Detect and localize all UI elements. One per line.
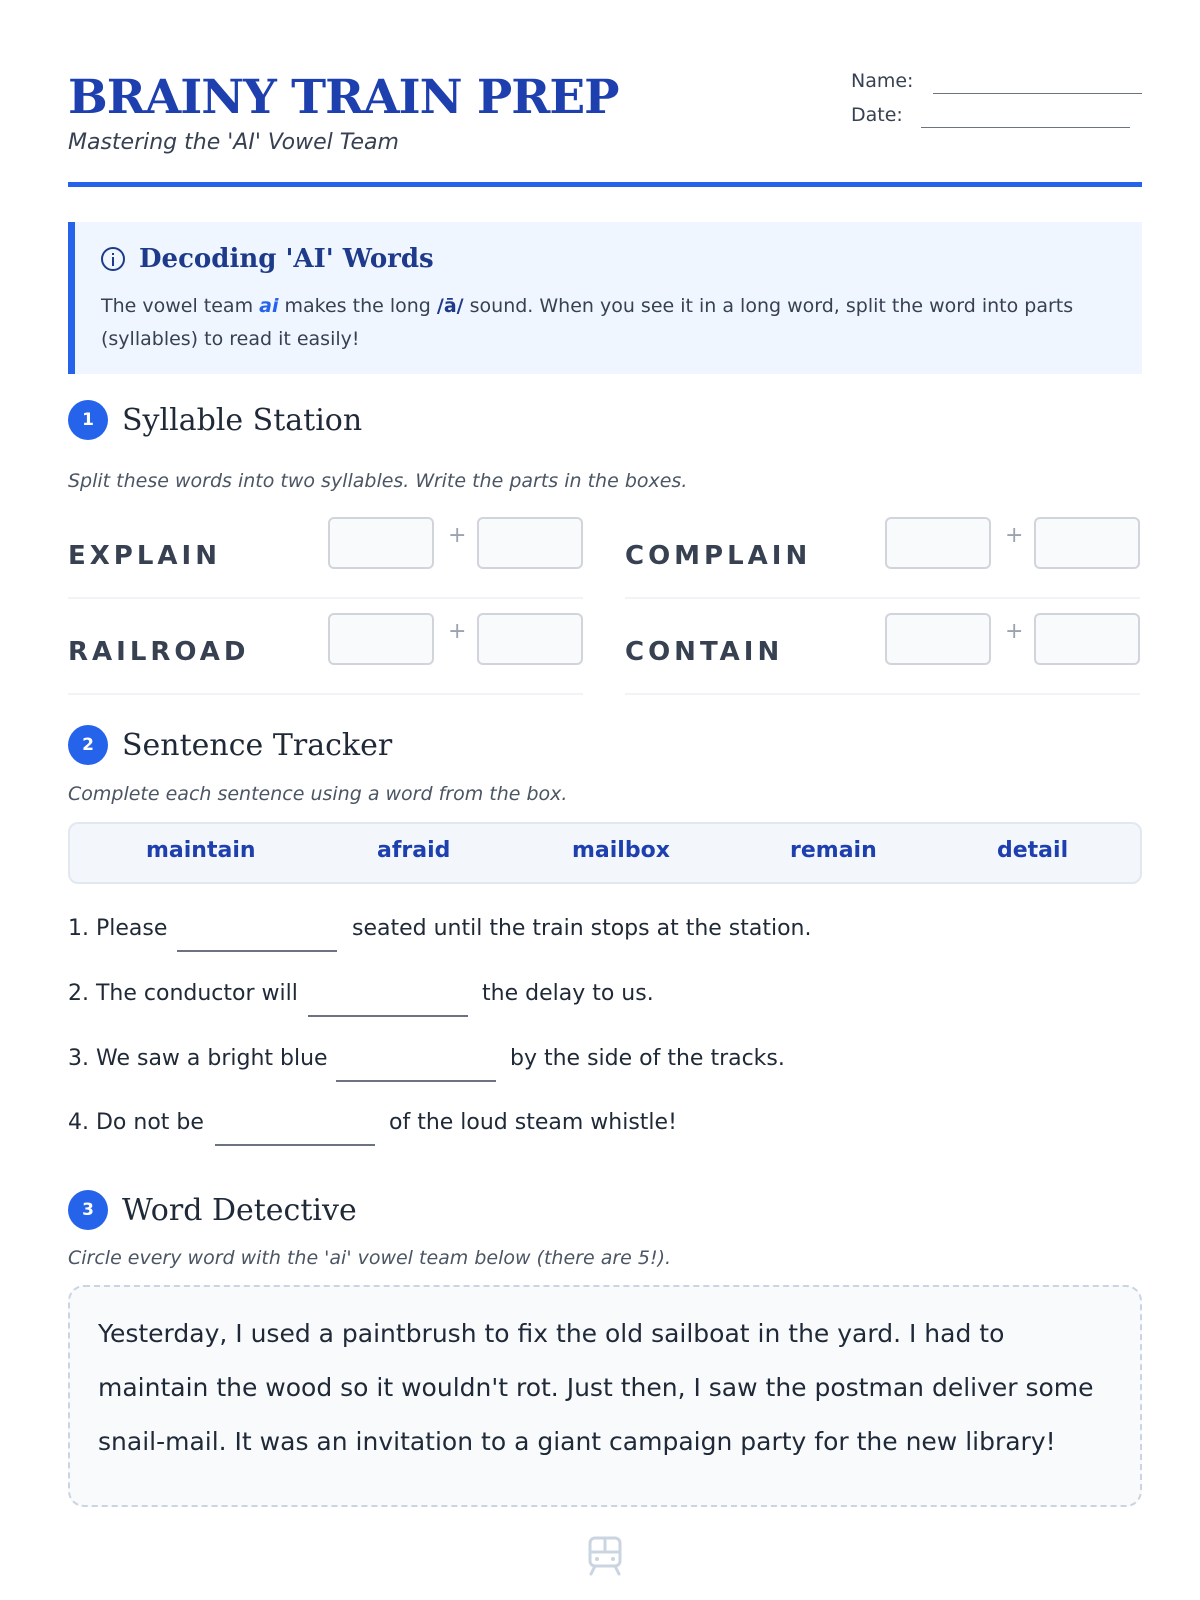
worksheet-page xyxy=(68,0,1142,1600)
syllable-box-first[interactable] xyxy=(885,517,991,569)
section-instructions: Split these words into two syllables. Write the parts in the boxes. xyxy=(68,470,688,492)
syllable-box-first[interactable] xyxy=(885,613,991,665)
section-1-header xyxy=(68,400,362,440)
section-title: Word Detective xyxy=(122,1192,357,1228)
syllable-word: RAILROAD xyxy=(68,637,250,667)
section-number-badge: 3 xyxy=(68,1190,108,1230)
name-label: Name: xyxy=(851,70,914,92)
syllable-box-second[interactable] xyxy=(477,517,583,569)
section-3-header xyxy=(68,1190,357,1230)
sentence-start: 3. We saw a bright blue xyxy=(68,1046,328,1071)
section-number-badge: 2 xyxy=(68,725,108,765)
sentence-item xyxy=(68,1046,1142,1086)
ai-highlight: ai xyxy=(259,295,279,317)
syllable-box-second[interactable] xyxy=(1034,517,1140,569)
name-field[interactable] xyxy=(933,93,1142,94)
section-number-badge: 1 xyxy=(68,400,108,440)
info-callout xyxy=(68,222,1142,374)
answer-blank[interactable] xyxy=(308,1015,468,1017)
info-title: Decoding 'AI' Words xyxy=(139,244,434,274)
plus-sign: + xyxy=(1005,619,1024,644)
syllable-word: CONTAIN xyxy=(625,637,784,667)
date-row xyxy=(851,104,1142,138)
syllable-row xyxy=(625,613,1140,695)
word-bank xyxy=(68,822,1142,884)
sentence-end: by the side of the tracks. xyxy=(510,1046,785,1071)
answer-blank[interactable] xyxy=(215,1144,375,1146)
info-icon xyxy=(101,247,125,271)
sentence-item xyxy=(68,916,1142,956)
syllable-box-first[interactable] xyxy=(328,613,434,665)
sentence-item xyxy=(68,1110,1142,1150)
sentence-item xyxy=(68,981,1142,1021)
worksheet-header xyxy=(68,70,1142,190)
sentence-end: the delay to us. xyxy=(482,981,654,1006)
word-bank-item: maintain xyxy=(146,838,256,863)
plus-sign: + xyxy=(448,523,467,548)
sentence-end: seated until the train stops at the station. xyxy=(352,916,812,941)
section-instructions: Circle every word with the 'ai' vowel team below (there are 5!). xyxy=(68,1247,672,1269)
word-bank-item: mailbox xyxy=(572,838,670,863)
sentence-start: 4. Do not be xyxy=(68,1110,204,1135)
answer-blank[interactable] xyxy=(177,950,337,952)
name-date-block xyxy=(851,70,1142,138)
sentence-start: 2. The conductor will xyxy=(68,981,298,1006)
section-title: Syllable Station xyxy=(122,402,363,438)
info-header xyxy=(101,244,434,274)
section-instructions: Complete each sentence using a word from the box. xyxy=(68,783,568,805)
syllable-box-second[interactable] xyxy=(1034,613,1140,665)
syllable-word: COMPLAIN xyxy=(625,541,812,571)
date-label: Date: xyxy=(851,104,903,126)
word-bank-item: afraid xyxy=(377,838,451,863)
syllable-box-first[interactable] xyxy=(328,517,434,569)
page-subtitle: Mastering the 'AI' Vowel Team xyxy=(68,130,399,155)
section-2-header xyxy=(68,725,392,765)
sound-highlight: /ā/ xyxy=(436,295,464,317)
header-divider xyxy=(68,182,1142,187)
sentence-end: of the loud steam whistle! xyxy=(389,1110,677,1135)
plus-sign: + xyxy=(448,619,467,644)
section-title: Sentence Tracker xyxy=(122,727,393,763)
syllable-row xyxy=(625,517,1140,599)
reading-passage[interactable]: Yesterday, I used a paintbrush to fix the old sailboat in the yard. I had to maintain the wood so it wouldn't rot. Just then, I saw the postman deliver some snail-mail. It was an invitation to a giant campaign party for the new library! xyxy=(98,1319,1094,1456)
reading-passage-box xyxy=(68,1285,1142,1507)
info-text-part: makes the long xyxy=(278,295,437,317)
train-icon xyxy=(587,1536,623,1576)
syllable-box-second[interactable] xyxy=(477,613,583,665)
syllable-row xyxy=(68,613,583,695)
word-bank-item: detail xyxy=(997,838,1069,863)
info-text-part: sound. When you see it in a long word, split the word into parts (syllables) to read it easily! xyxy=(101,295,1074,350)
info-text-part: The vowel team xyxy=(101,295,260,317)
sentence-start: 1. Please xyxy=(68,916,168,941)
info-text xyxy=(101,290,1121,356)
syllable-word: EXPLAIN xyxy=(68,541,221,571)
answer-blank[interactable] xyxy=(336,1080,496,1082)
syllable-row xyxy=(68,517,583,599)
date-field[interactable] xyxy=(921,127,1130,128)
plus-sign: + xyxy=(1005,523,1024,548)
page-title: BRAINY TRAIN PREP xyxy=(68,70,619,125)
word-bank-item: remain xyxy=(790,838,877,863)
name-row xyxy=(851,70,1142,104)
